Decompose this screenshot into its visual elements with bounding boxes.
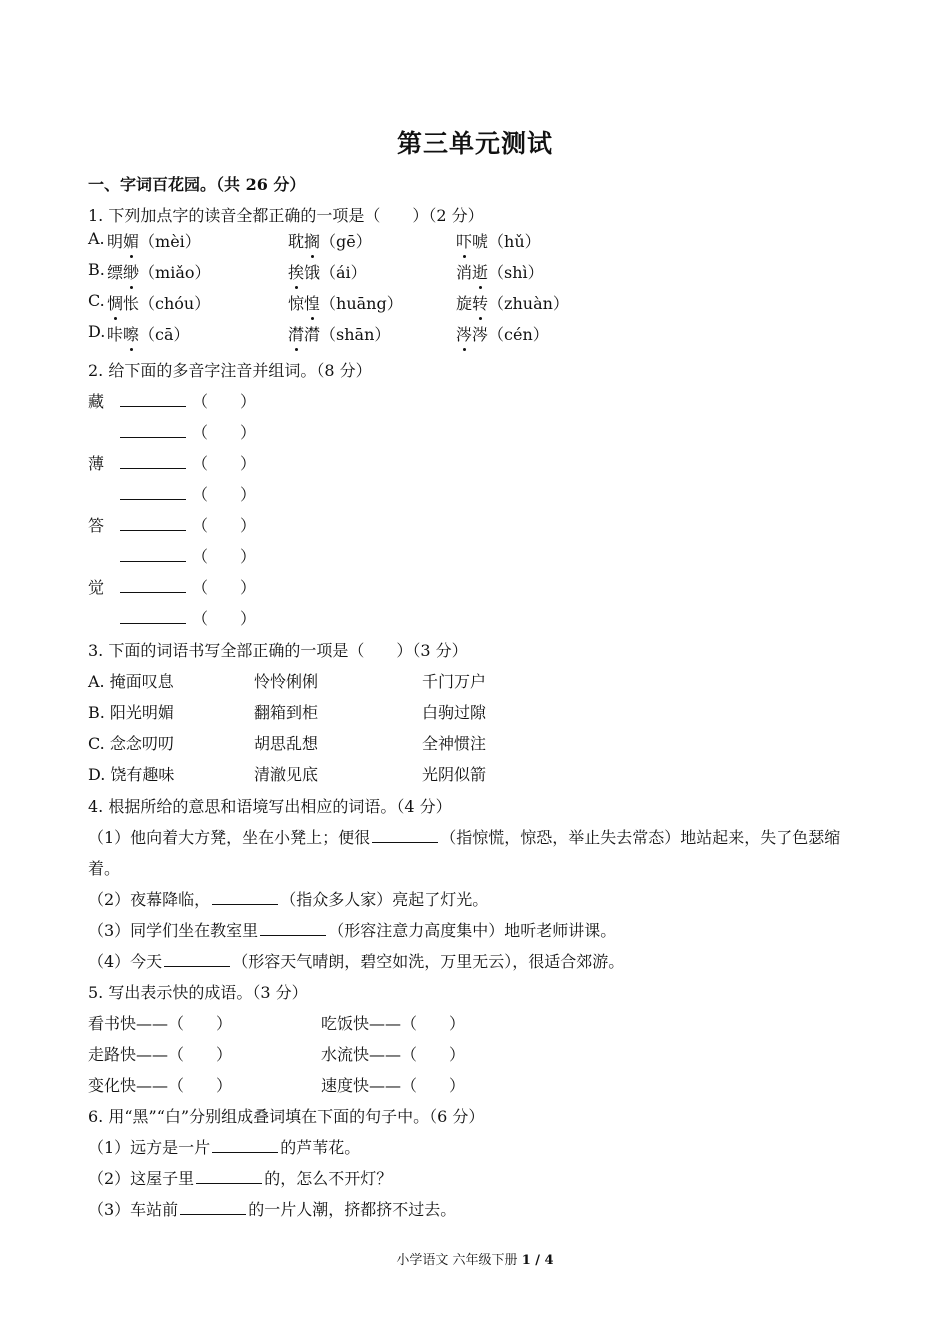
q1-word [456, 291, 569, 314]
word-paren-blank[interactable]: （ ） [192, 454, 257, 473]
q6-sentence-3 [88, 1197, 456, 1220]
dotted-character: 涔 [456, 322, 472, 345]
q5-stem: 5. 写出表示快的成语。（3 分） [88, 983, 308, 1002]
q1-option-label[interactable]: A. [88, 229, 105, 248]
pinyin-text: （mèi） [139, 232, 201, 251]
pinyin-text: （miǎo） [139, 263, 211, 282]
q3-option[interactable]: B. 阳光明媚 [88, 703, 174, 722]
pinyin-text: （cā） [139, 325, 190, 344]
q3-word: 白驹过隙 [422, 703, 487, 722]
q1-option-label[interactable]: B. [88, 260, 105, 279]
pinyin-text: 饿（ái） [304, 263, 367, 282]
q1-word [456, 322, 549, 345]
dotted-character: 挨 [288, 260, 304, 283]
q1-word [107, 260, 211, 283]
word-paren-blank[interactable]: （ ） [192, 485, 257, 504]
q3-word: 怜怜俐俐 [254, 672, 319, 691]
q3-stem: 3. 下面的词语书写全部正确的一项是（ ）（3 分） [88, 641, 468, 660]
pinyin-text: （gē） [320, 232, 372, 251]
pinyin-blank[interactable] [120, 623, 186, 624]
q3-word: 光阴似箭 [422, 765, 487, 784]
pinyin-blank[interactable] [120, 592, 186, 593]
word-text: 惊 [288, 294, 305, 313]
pinyin-blank[interactable] [120, 530, 186, 531]
pinyin-text: 潸（shān） [304, 325, 391, 344]
pinyin-text: 怅（chóu） [123, 294, 211, 313]
dotted-character: 嚓 [123, 322, 139, 345]
q1-option-label[interactable]: D. [88, 322, 106, 341]
polyphone-character: 薄 [88, 454, 105, 473]
pinyin-blank[interactable] [120, 561, 186, 562]
word-text: 消 [456, 263, 473, 282]
q6-sentence-1 [88, 1135, 360, 1158]
q4-s4-text-b: （形容天气晴朗，碧空如洗，万里无云），很适合郊游。 [232, 952, 625, 971]
q6-s1-text-b: 的芦苇花。 [280, 1138, 361, 1157]
footer-text: 小学语文 六年级下册 [396, 1253, 518, 1268]
q3-word: 千门万户 [422, 672, 487, 691]
section-heading: 一、字词百花园。（共 26 分） [88, 175, 306, 194]
q6-s3-text-a: （3）车站前 [88, 1200, 179, 1219]
q4-sentence-2 [88, 887, 488, 910]
dotted-character: 潸 [288, 322, 304, 345]
answer-blank[interactable] [196, 1171, 262, 1184]
word-paren-blank[interactable]: （ ） [192, 516, 257, 535]
q3-option[interactable]: C. 念念叨叨 [88, 734, 174, 753]
pinyin-text: 涔（cén） [472, 325, 549, 344]
dotted-character: 惆 [107, 291, 123, 314]
answer-blank[interactable] [164, 954, 230, 967]
word-text: 咔 [107, 325, 124, 344]
q5-item: 速度快——（ ） [321, 1076, 466, 1095]
q1-stem: 1. 下列加点字的读音全都正确的一项是（ ）（2 分） [88, 206, 484, 225]
q2-stem: 2. 给下面的多音字注音并组词。（8 分） [88, 361, 372, 380]
q4-sentence-4 [88, 949, 624, 972]
word-paren-blank[interactable]: （ ） [192, 547, 257, 566]
pinyin-blank[interactable] [120, 468, 186, 469]
q1-word [288, 260, 367, 283]
q4-s3-text-a: （3）同学们坐在教室里 [88, 921, 259, 940]
q1-word [107, 229, 201, 252]
answer-blank[interactable] [180, 1202, 246, 1215]
q3-word: 全神惯注 [422, 734, 487, 753]
q1-word [288, 291, 403, 314]
q4-s1-continued: 着。 [88, 859, 121, 878]
answer-blank[interactable] [260, 923, 326, 936]
q1-word [107, 322, 190, 345]
pinyin-text: （zhuàn） [488, 294, 569, 313]
word-paren-blank[interactable]: （ ） [192, 392, 257, 411]
q3-word: 翻箱到柜 [254, 703, 319, 722]
q1-option-label[interactable]: C. [88, 291, 105, 310]
q1-word [456, 229, 541, 252]
q1-word [107, 291, 210, 314]
q4-s3-text-b: （形容注意力高度集中）地听老师讲课。 [328, 921, 617, 940]
polyphone-character: 藏 [88, 392, 105, 411]
q5-item: 水流快——（ ） [321, 1045, 466, 1064]
q1-word [288, 322, 390, 345]
q4-stem: 4. 根据所给的意思和语境写出相应的词语。（4 分） [88, 797, 452, 816]
word-paren-blank[interactable]: （ ） [192, 609, 257, 628]
q4-sentence-3 [88, 918, 616, 941]
dotted-character: 搁 [304, 229, 320, 252]
pinyin-blank[interactable] [120, 499, 186, 500]
q5-item: 走路快——（ ） [88, 1045, 233, 1064]
dotted-character: 惶 [304, 291, 320, 314]
polyphone-character: 答 [88, 516, 105, 535]
q4-s2-text-b: （指众多人家）亮起了灯光。 [280, 890, 489, 909]
q1-word [288, 229, 372, 252]
word-paren-blank[interactable]: （ ） [192, 423, 257, 442]
word-text: 耽 [288, 232, 305, 251]
page-title: 第三单元测试 [396, 129, 553, 158]
q5-item: 看书快——（ ） [88, 1014, 233, 1033]
answer-blank[interactable] [212, 1140, 278, 1153]
q6-s2-text-b: 的，怎么不开灯？ [264, 1169, 393, 1188]
q6-s2-text-a: （2）这屋子里 [88, 1169, 195, 1188]
q6-sentence-2 [88, 1166, 392, 1189]
q4-sentence-1 [88, 825, 840, 848]
answer-blank[interactable] [212, 892, 278, 905]
word-text: 缥 [107, 263, 124, 282]
dotted-character: 转 [472, 291, 488, 314]
q5-item: 吃饭快——（ ） [321, 1014, 466, 1033]
q6-stem: 6. 用“黑”“白”分别组成叠词填在下面的句子中。（6 分） [88, 1107, 485, 1126]
dotted-character: 逝 [472, 260, 488, 283]
page-footer [0, 1249, 950, 1268]
pinyin-blank[interactable] [120, 406, 186, 407]
pinyin-text: （shì） [488, 263, 544, 282]
pinyin-text: （huāng） [320, 294, 403, 313]
q6-s1-text-a: （1）远方是一片 [88, 1138, 211, 1157]
dotted-character: 媚 [123, 229, 139, 252]
q4-s1-text-b: （指惊慌，惊恐，举止失去常态）地站起来，失了色瑟缩 [440, 828, 841, 847]
q1-word [456, 260, 544, 283]
word-text: 旋 [456, 294, 473, 313]
q3-word: 清澈见底 [254, 765, 319, 784]
q3-option[interactable]: D. 饶有趣味 [88, 765, 175, 784]
polyphone-character: 觉 [88, 578, 105, 597]
word-paren-blank[interactable]: （ ） [192, 578, 257, 597]
page-number: 1 / 4 [521, 1253, 554, 1268]
answer-blank[interactable] [372, 830, 438, 843]
q3-word: 胡思乱想 [254, 734, 319, 753]
dotted-character: 吓 [456, 229, 472, 252]
q4-s2-text-a: （2）夜幕降临， [88, 890, 211, 909]
word-text: 明 [107, 232, 124, 251]
q4-s1-text-a: （1）他向着大方凳，坐在小凳上；便很 [88, 828, 371, 847]
q5-item: 变化快——（ ） [88, 1076, 233, 1095]
q3-option[interactable]: A. 掩面叹息 [88, 672, 174, 691]
q6-s3-text-b: 的一片人潮，挤都挤不过去。 [248, 1200, 457, 1219]
pinyin-text: 唬（hǔ） [472, 232, 541, 251]
q4-s4-text-a: （4）今天 [88, 952, 163, 971]
dotted-character: 缈 [123, 260, 139, 283]
pinyin-blank[interactable] [120, 437, 186, 438]
